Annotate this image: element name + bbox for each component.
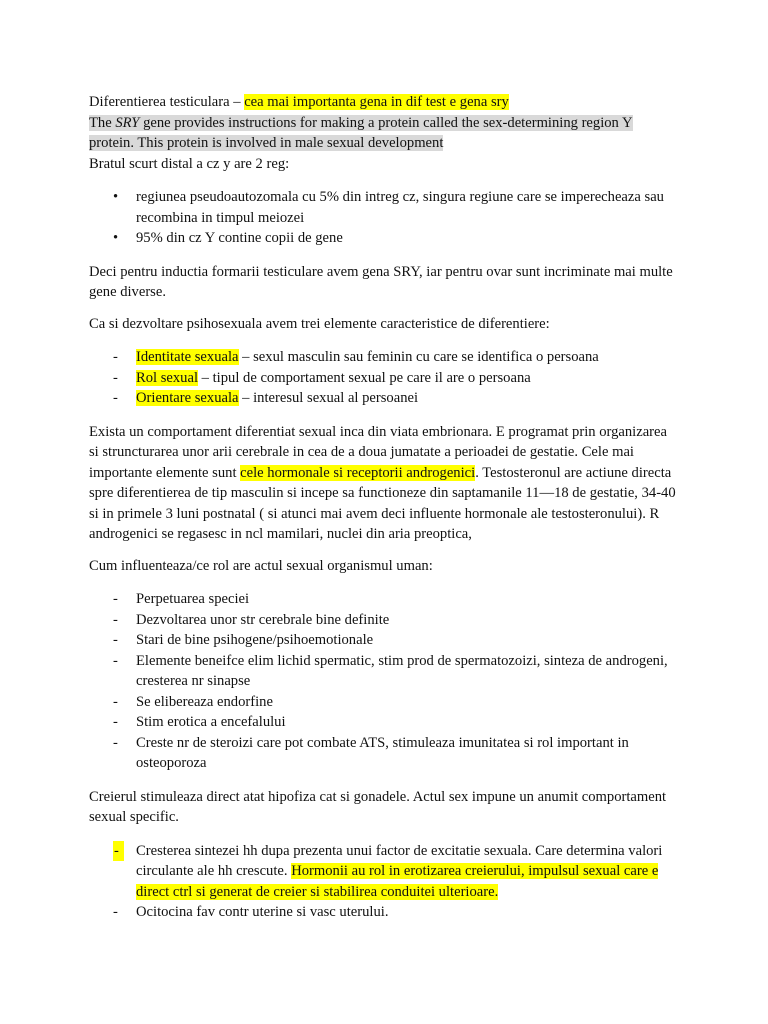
roles-list (89, 589, 679, 774)
list-item: - Se elibereaza endorfine (89, 692, 679, 713)
list-item: - Perpetuarea speciei (89, 589, 679, 610)
list-item: - Ocitocina fav contr uterine si vasc uterului. (89, 902, 679, 923)
hormones-list (89, 841, 679, 923)
title-highlight: cea mai importanta gena in dif test e gena sry (244, 94, 509, 110)
list-item: - Stim erotica a encefalului (89, 712, 679, 733)
section-title (89, 92, 679, 113)
comp-highlight: cele hormonale si receptorii androgenici (240, 464, 476, 481)
title-text: Diferentierea testiculara – (89, 94, 245, 110)
list-item: - Creste nr de steroizi care pot combate ATS, stimuleaza imunitatea si rol important in osteoporoza (89, 733, 679, 774)
list-item: - Elemente beneifce elim lichid spermatic, stim prod de spermatozoizi, sinteza de androgeni, cresterea nr sinapse (89, 651, 679, 692)
list-item: - Dezvoltarea unor str cerebrale bine definite (89, 610, 679, 631)
sry-italic: SRY (115, 114, 140, 131)
list-item: - Cresterea sintezei hh dupa prezenta unui factor de excitatie sexuala. Care determina valori circulante ale hh crescute. Hormonii au rol in erotizarea creierului, impulsul sexual care e direct ctrl si generat de creier si stabilirea conduitei ulterioare. (89, 841, 679, 903)
chromosome-list (89, 187, 679, 249)
paragraph-cum: Cum influenteaza/ce rol are actul sexual organismul uman: (89, 557, 433, 574)
hormones-highlight: Hormonii au rol in erotizarea creierului, impulsul sexual care e direct ctrl si generat de creier si stabilirea conduitei ulterioare. (136, 863, 659, 900)
list-item: • regiunea pseudoautozomala cu 5% din intreg cz, singura regiune care se imperecheaza sau recombina in timpul meiozei (89, 187, 679, 228)
list-item: - Orientare sexuala – interesul sexual al persoanei (89, 388, 679, 409)
paragraph-psiho: Ca si dezvoltare psihosexuala avem trei elemente caracteristice de diferentiere: (89, 315, 550, 332)
list-item: • 95% din cz Y contine copii de gene (89, 228, 679, 249)
document-body (89, 92, 679, 923)
list-item: - Rol sexual – tipul de comportament sexual pe care il are o persoana (89, 368, 679, 389)
sry-line2: protein. This protein is involved in male sexual development (89, 135, 444, 151)
paragraph-sry: Deci pentru inductia formarii testiculare avem gena SRY, iar pentru ovar sunt incriminate mai multe gene diverse. (89, 263, 673, 300)
paragraph-comportament: Exista un comportament diferentiat sexual inca din viata embrionara. E programat prin organizarea si struncturarea unor arii cerebrale in cea de a doua jumatate a perioadei de gestatie. Cele mai importante elemente sunt cele hormonale si receptorii androgenici. Testosteronul are actiune directa spre diferentierea de tip masculin si incepe sa functioneze din saptamanile 11—18 de gestatie, 34-40 si in primele 3 luni postnatal ( si atunci mai avem deci influente hormonale ale testosteronului). R androgenici se regasesc in ncl mamilari, nuclei din aria preoptica, (89, 423, 676, 542)
bratul-line: Bratul scurt distal a cz y are 2 reg: (89, 155, 290, 172)
list-item: - Identitate sexuala – sexul masculin sau feminin cu care se identifica o persoana (89, 347, 679, 368)
list-item: - Stari de bine psihogene/psihoemotionale (89, 630, 679, 651)
elements-list (89, 347, 679, 409)
paragraph-creier: Creierul stimuleaza direct atat hipofiza cat si gonadele. Actul sex impune un anumit comportament sexual specific. (89, 788, 667, 825)
sry-line1: The SRY gene provides instructions for making a protein called the sex-determining region Y (89, 114, 633, 131)
sry-description (89, 113, 679, 154)
